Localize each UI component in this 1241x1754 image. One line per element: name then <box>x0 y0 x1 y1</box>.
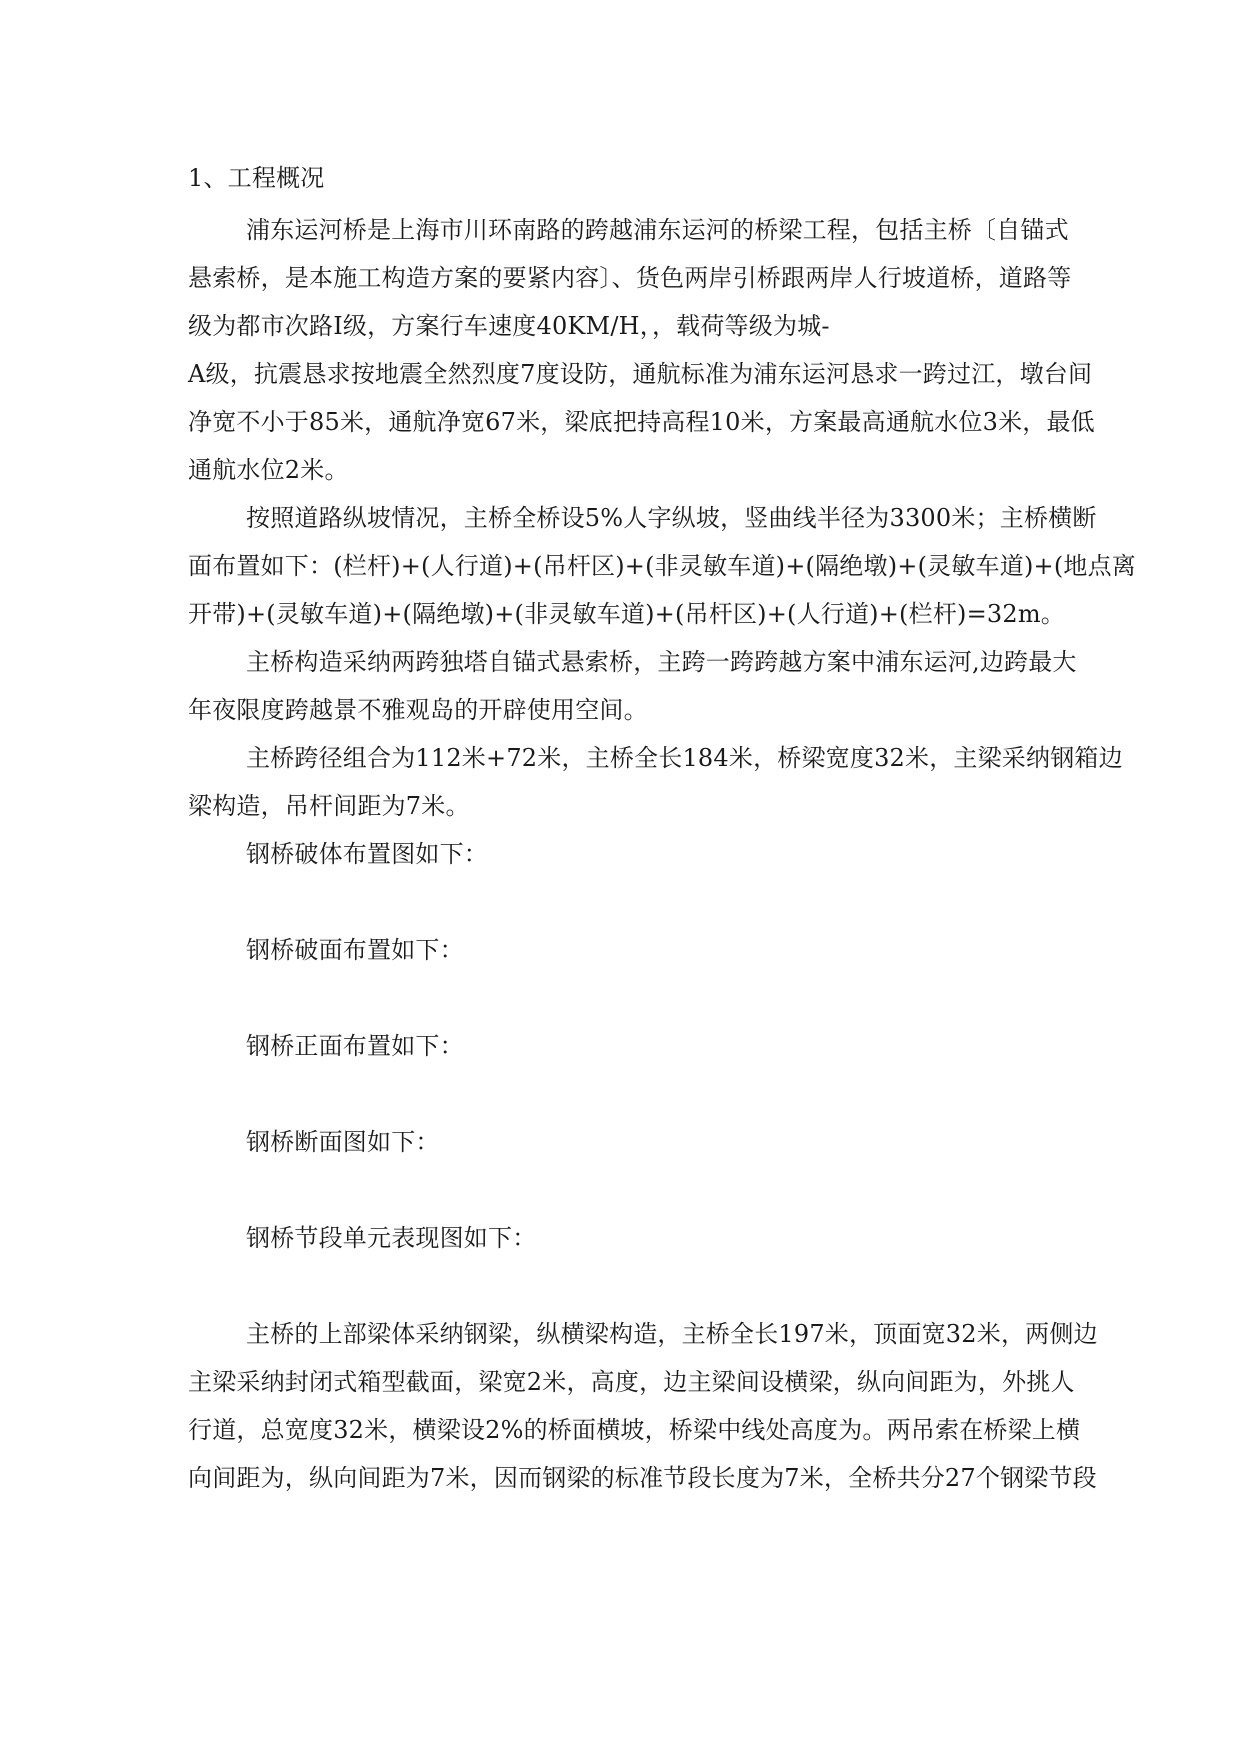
paragraph-1-line-6: 通航水位2米。 <box>188 456 349 484</box>
paragraph-5-line-3: 行道，总宽度32米，横梁设2%的桥面横坡，桥梁中线处高度为。两吊索在桥梁上横 <box>188 1416 1081 1444</box>
figure-caption-section-layout: 钢桥破面布置如下： <box>246 936 464 964</box>
paragraph-1-line-3: 级为都市次路I级，方案行车速度40KM/H，，载荷等级为城- <box>188 312 830 340</box>
paragraph-5-line-4: 向间距为，纵向间距为7米，因而钢梁的标准节段长度为7米，全桥共分27个钢梁节段 <box>188 1464 1097 1492</box>
paragraph-2-line-3: 开带)+(灵敏车道)+(隔绝墩)+(非灵敏车道)+(吊杆区)+(人行道)+(栏杆)=32m。 <box>188 600 1065 628</box>
paragraph-1-line-1: 浦东运河桥是上海市川环南路的跨越浦东运河的桥梁工程，包括主桥〔自锚式 <box>246 216 1069 244</box>
paragraph-3-line-1: 主桥构造采纳两跨独塔自锚式悬索桥，主跨一跨跨越方案中浦东运河,边跨最大 <box>246 648 1077 676</box>
paragraph-1-line-5: 净宽不小于85米，通航净宽67米，梁底把持高程10米，方案最高通航水位3米，最低 <box>188 408 1095 436</box>
figure-caption-plan-layout: 钢桥破体布置图如下： <box>246 840 488 868</box>
paragraph-4-line-1: 主桥跨径组合为112米+72米，主桥全长184米，桥梁宽度32米，主梁采纳钢箱边 <box>246 744 1123 772</box>
paragraph-2-line-2: 面布置如下：(栏杆)+(人行道)+(吊杆区)+(非灵敏车道)+(隔绝墩)+(灵敏车道)+(地点离 <box>188 552 1136 580</box>
figure-caption-elevation-layout: 钢桥正面布置如下： <box>246 1032 464 1060</box>
paragraph-5-line-2: 主梁采纳封闭式箱型截面，梁宽2米，高度，边主梁间设横梁，纵向间距为，外挑人 <box>188 1368 1075 1396</box>
paragraph-1-line-4: A级，抗震恳求按地震全然烈度7度设防，通航标准为浦东运河恳求一跨过江，墩台间 <box>188 360 1093 388</box>
paragraph-1-line-2: 悬索桥，是本施工构造方案的要紧内容〕、货色两岸引桥跟两岸人行坡道桥，道路等 <box>188 264 1072 292</box>
paragraph-2-line-1: 按照道路纵坡情况，主桥全桥设5%人字纵坡，竖曲线半径为3300米；主桥横断 <box>246 504 1097 532</box>
figure-caption-segment-unit: 钢桥节段单元表现图如下： <box>246 1224 537 1252</box>
paragraph-3-line-2: 年夜限度跨越景不雅观岛的开辟使用空间。 <box>188 696 648 724</box>
paragraph-4-line-2: 梁构造，吊杆间距为7米。 <box>188 792 470 820</box>
paragraph-5-line-1: 主桥的上部梁体采纳钢梁，纵横梁构造，主桥全长197米，顶面宽32米，两侧边 <box>246 1320 1098 1348</box>
figure-caption-cross-section: 钢桥断面图如下： <box>246 1128 440 1156</box>
section-heading: 1、工程概况 <box>188 164 325 192</box>
